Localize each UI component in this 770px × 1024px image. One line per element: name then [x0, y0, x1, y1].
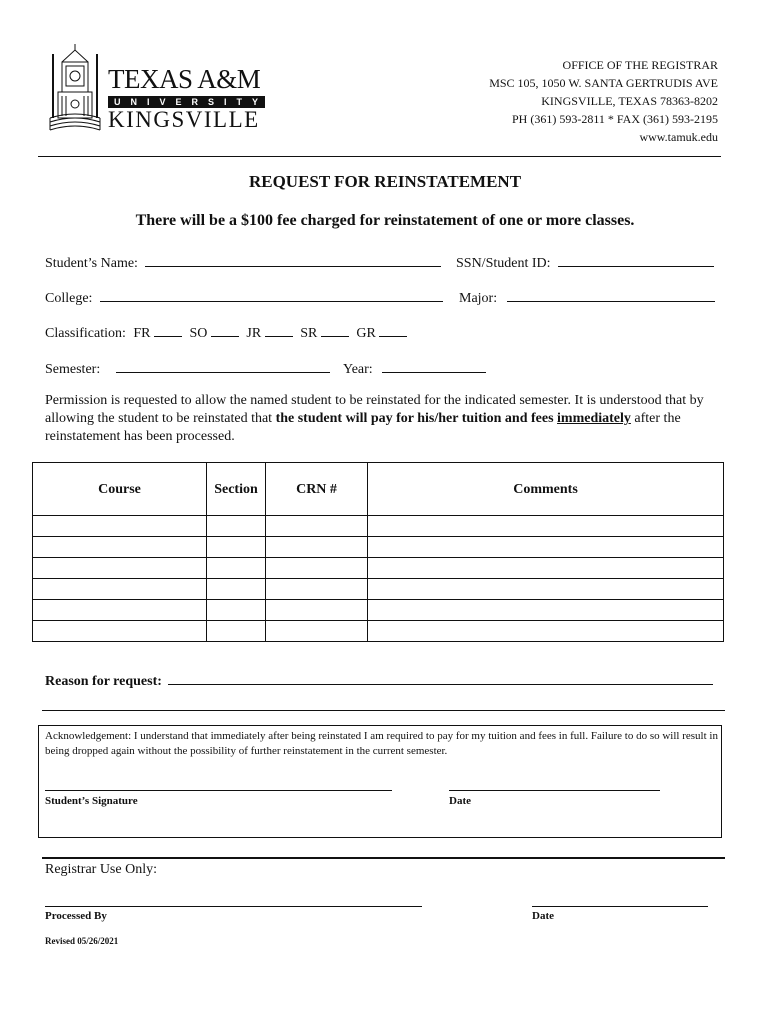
office-city: KINGSVILLE, TEXAS 78363-8202	[541, 94, 718, 108]
table-row	[33, 537, 724, 558]
comments-cell[interactable]	[368, 558, 724, 579]
student-signature-field[interactable]	[45, 790, 392, 791]
classification-label: Classification:	[45, 326, 126, 341]
class-jr-label: JR	[246, 326, 262, 341]
header-section: Section	[207, 463, 266, 516]
student-name-label: Student’s Name:	[45, 256, 138, 271]
college-label: College:	[45, 291, 93, 306]
permission-text-2: after the reinstatement has been processed.	[45, 411, 681, 444]
section-cell[interactable]	[207, 537, 266, 558]
course-cell[interactable]	[33, 558, 207, 579]
year-field[interactable]	[382, 358, 486, 373]
comments-cell[interactable]	[368, 621, 724, 642]
crn-cell[interactable]	[266, 537, 368, 558]
logo-wordmark-texas-am: TEXAS A&M	[108, 64, 261, 94]
permission-text-1: Permission is requested to allow the named student to be reinstated for the indicated semester. It is understood that by allowing the student to be reinstated that	[45, 393, 704, 426]
class-gr-label: GR	[356, 326, 376, 341]
semester-row	[45, 358, 330, 378]
comments-cell[interactable]	[368, 516, 724, 537]
table-row	[33, 621, 724, 642]
semester-label: Semester:	[45, 362, 101, 377]
ssn-field[interactable]	[558, 252, 714, 267]
year-row	[343, 358, 486, 378]
crn-cell[interactable]	[266, 579, 368, 600]
reason-label: Reason for request:	[45, 674, 162, 689]
permission-text-bold: the student will pay for his/her tuition and fees	[275, 411, 558, 426]
crn-cell[interactable]	[266, 600, 368, 621]
class-sr-label: SR	[300, 326, 318, 341]
class-sr-field[interactable]	[321, 322, 349, 337]
permission-statement	[45, 392, 735, 446]
reason-field-line-2[interactable]	[42, 710, 725, 711]
ssn-label: SSN/Student ID:	[456, 256, 551, 271]
office-phone: PH (361) 593-2811 * FAX (361) 593-2195	[512, 112, 718, 126]
comments-cell[interactable]	[368, 600, 724, 621]
crn-cell[interactable]	[266, 558, 368, 579]
comments-cell[interactable]	[368, 579, 724, 600]
fee-notice: There will be a $100 fee charged for reinstatement of one or more classes.	[135, 212, 635, 229]
major-label: Major:	[459, 291, 498, 306]
course-cell[interactable]	[33, 537, 207, 558]
class-fr-field[interactable]	[154, 322, 182, 337]
reason-field[interactable]	[168, 670, 713, 685]
permission-text-immediately: immediately	[557, 411, 631, 426]
processed-by-label: Processed By	[45, 910, 107, 922]
table-row	[33, 516, 724, 537]
course-cell[interactable]	[33, 579, 207, 600]
major-row	[459, 287, 715, 307]
course-table	[32, 462, 724, 642]
college-field[interactable]	[100, 287, 443, 302]
header-comments: Comments	[368, 463, 724, 516]
reason-row	[45, 670, 713, 690]
student-signature-label: Student’s Signature	[45, 795, 138, 807]
logo-wordmark-university: UNIVERSITY	[108, 96, 265, 108]
office-address	[489, 56, 718, 146]
class-fr-label: FR	[133, 326, 151, 341]
form-title: REQUEST FOR REINSTATEMENT	[248, 172, 522, 191]
course-cell[interactable]	[33, 621, 207, 642]
office-name: OFFICE OF THE REGISTRAR	[562, 58, 718, 72]
office-website[interactable]: www.tamuk.edu	[639, 130, 718, 144]
processed-by-field[interactable]	[45, 906, 422, 907]
registrar-date-label: Date	[532, 910, 554, 922]
acknowledgement-text: Acknowledgement: I understand that immediately after being reinstated I am required to pay for my tuition and fees in full. Failure to do so will result in being dropped again without the possibility of further reinstatement in the current semester.	[45, 730, 718, 757]
office-street: MSC 105, 1050 W. SANTA GERTRUDIS AVE	[489, 76, 718, 90]
crn-cell[interactable]	[266, 621, 368, 642]
course-cell[interactable]	[33, 516, 207, 537]
table-row	[33, 600, 724, 621]
course-table-body	[33, 516, 724, 642]
classification-row	[45, 322, 407, 342]
section-cell[interactable]	[207, 621, 266, 642]
registrar-date-field[interactable]	[532, 906, 708, 907]
class-jr-field[interactable]	[265, 322, 293, 337]
ssn-row	[456, 252, 714, 272]
major-field[interactable]	[507, 287, 715, 302]
header-crn: CRN #	[266, 463, 368, 516]
registrar-divider	[42, 857, 725, 859]
year-label: Year:	[343, 362, 373, 377]
student-name-field[interactable]	[145, 252, 441, 267]
header-divider	[38, 156, 721, 157]
logo-wordmark-kingsville: KINGSVILLE	[108, 107, 260, 132]
signature-date-field[interactable]	[449, 790, 660, 791]
section-cell[interactable]	[207, 516, 266, 537]
registrar-heading: Registrar Use Only:	[45, 862, 157, 877]
table-row	[33, 579, 724, 600]
student-name-row	[45, 252, 441, 272]
college-row	[45, 287, 443, 307]
class-gr-field[interactable]	[379, 322, 407, 337]
class-so-label: SO	[189, 326, 208, 341]
table-row	[33, 558, 724, 579]
class-so-field[interactable]	[211, 322, 239, 337]
header-course: Course	[33, 463, 207, 516]
semester-field[interactable]	[116, 358, 330, 373]
crn-cell[interactable]	[266, 516, 368, 537]
revision-date: Revised 05/26/2021	[45, 936, 119, 946]
comments-cell[interactable]	[368, 537, 724, 558]
section-cell[interactable]	[207, 579, 266, 600]
section-cell[interactable]	[207, 558, 266, 579]
signature-date-label: Date	[449, 795, 471, 807]
section-cell[interactable]	[207, 600, 266, 621]
course-cell[interactable]	[33, 600, 207, 621]
course-table-header	[33, 463, 724, 516]
